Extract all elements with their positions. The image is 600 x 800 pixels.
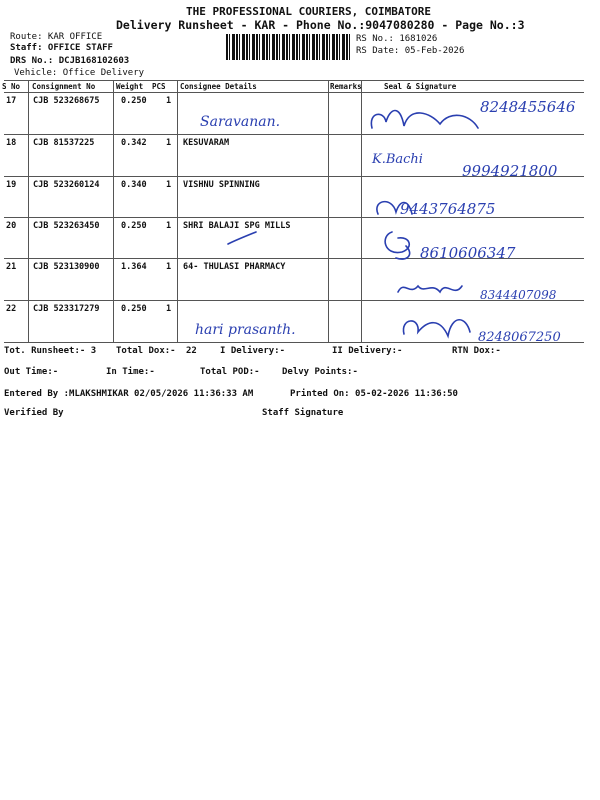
col-header-weight: Weight — [116, 82, 144, 91]
row-consignee: 64- THULASI PHARMACY — [183, 262, 286, 272]
route-label: Route: KAR OFFICE — [10, 32, 103, 42]
remark-tick — [228, 232, 256, 244]
row-consignment: CJB 523260124 — [33, 180, 100, 190]
rs-number: RS No.: 1681026 — [356, 34, 438, 44]
consignee-handwritten-name: hari prasanth. — [195, 322, 296, 338]
i-delivery: I Delivery:- — [220, 346, 286, 356]
signature-phone: 8248067250 — [478, 330, 561, 345]
row-sno: 22 — [6, 304, 17, 314]
rs-date: RS Date: 05-Feb-2026 — [356, 46, 465, 56]
total-runsheet: Tot. Runsheet:- 3 — [4, 346, 97, 356]
delvy-points: Delvy Points:- — [282, 367, 358, 377]
row-weight: 0.342 — [121, 138, 147, 148]
row-sno: 17 — [6, 96, 17, 106]
col-header-seal-signature: Seal & Signature — [384, 82, 457, 91]
col-header-consignee: Consignee Details — [180, 82, 257, 91]
row-consignment: CJB 523130900 — [33, 262, 100, 272]
runsheet-title: Delivery Runsheet - KAR - Phone No.:9047080280 - Page No.:3 — [116, 18, 525, 32]
ii-delivery: II Delivery:- — [332, 346, 403, 356]
row-weight: 0.250 — [121, 221, 147, 231]
col-header-pcs: PCS — [152, 82, 166, 91]
row-pcs: 1 — [166, 96, 172, 106]
staff-label: Staff: OFFICE STAFF — [10, 43, 113, 53]
row-pcs: 1 — [166, 180, 172, 190]
staff-signature: Staff Signature — [262, 408, 344, 418]
row-consignee: KESUVARAM — [183, 138, 230, 148]
row-weight: 0.250 — [121, 96, 147, 106]
signature-name: K.Bachi — [372, 152, 423, 167]
company-name: THE PROFESSIONAL COURIERS, COIMBATORE — [186, 5, 432, 18]
row-pcs: 1 — [166, 138, 172, 148]
col-header-remarks: Remarks — [330, 82, 362, 91]
row-consignment: CJB 523268675 — [33, 96, 100, 106]
row-consignment: CJB 81537225 — [33, 138, 95, 148]
row-consignee: SHRI BALAJI SPG MILLS — [183, 221, 291, 231]
row-sno: 19 — [6, 180, 17, 190]
row-consignee: VISHNU SPINNING — [183, 180, 260, 190]
row-consignment: CJB 523263450 — [33, 221, 100, 231]
signature-phone: 9994921800 — [462, 162, 558, 180]
row-weight: 0.340 — [121, 180, 147, 190]
entered-by: Entered By :MLAKSHMIKAR 02/05/2026 11:36:33 AM — [4, 389, 254, 399]
signature-stroke — [398, 286, 462, 292]
consignee-handwritten-name: Saravanan. — [200, 114, 281, 130]
signature-stroke — [371, 111, 478, 129]
row-consignment: CJB 523317279 — [33, 304, 100, 314]
signature-stroke — [377, 202, 412, 214]
row-weight: 0.250 — [121, 304, 147, 314]
col-header-consignment: Consignment No — [32, 82, 96, 91]
signature-phone: 9443764875 — [400, 200, 496, 218]
signature-phone: 8248455646 — [480, 98, 576, 116]
signature-stroke — [403, 320, 470, 336]
signature-phone: 8610606347 — [420, 244, 516, 262]
total-dox-value: 22 — [186, 346, 197, 356]
drs-number: DRS No.: DCJB168102603 — [10, 56, 130, 66]
row-sno: 20 — [6, 221, 17, 231]
verified-by: Verified By — [4, 408, 64, 418]
rtn-dox: RTN Dox:- — [452, 346, 501, 356]
signature-stroke — [385, 232, 410, 259]
col-header-sno: S No — [2, 82, 21, 91]
row-sno: 18 — [6, 138, 17, 148]
row-pcs: 1 — [166, 304, 172, 314]
printed-on: Printed On: 05-02-2026 11:36:50 — [290, 389, 458, 399]
row-sno: 21 — [6, 262, 17, 272]
row-pcs: 1 — [166, 221, 172, 231]
vehicle-label: Vehicle: Office Delivery — [14, 68, 145, 78]
signature-phone: 8344407098 — [480, 288, 557, 302]
row-weight: 1.364 — [121, 262, 147, 272]
total-dox-label: Total Dox:- — [116, 346, 176, 356]
total-pod: Total POD:- — [200, 367, 260, 377]
out-time: Out Time:- — [4, 367, 59, 377]
row-pcs: 1 — [166, 262, 172, 272]
in-time: In Time:- — [106, 367, 155, 377]
